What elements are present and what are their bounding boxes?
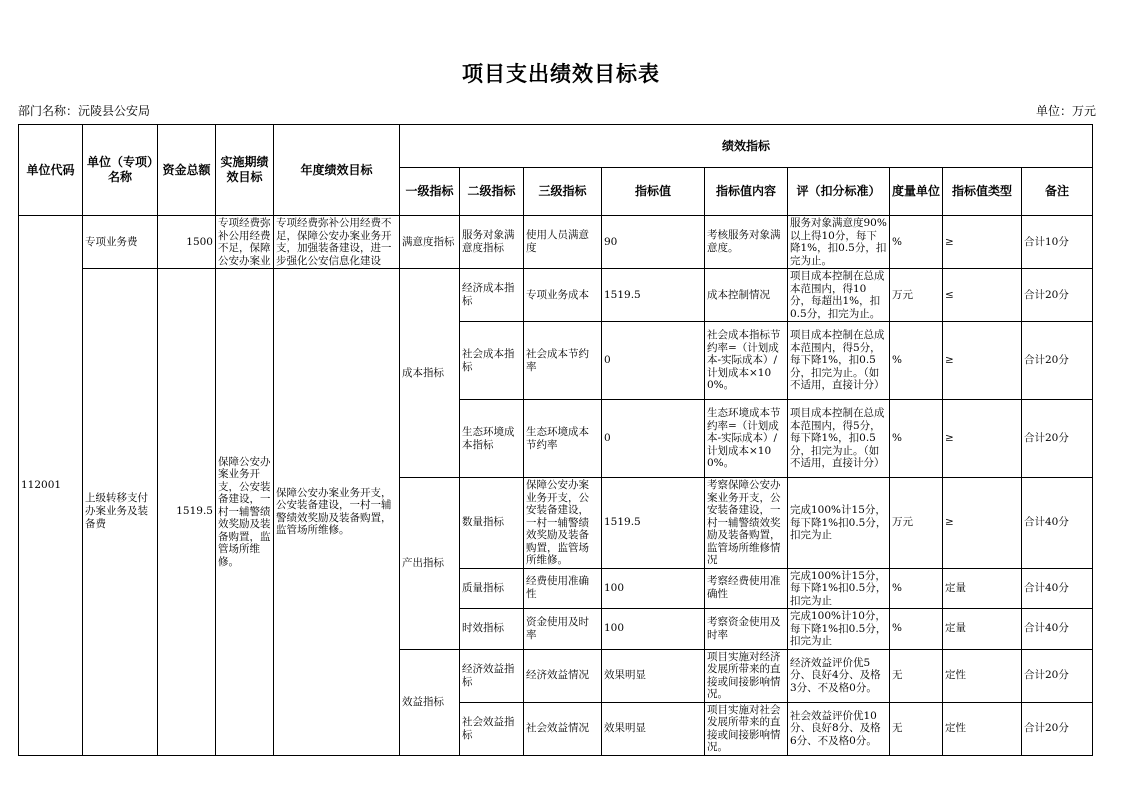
project-amount: 1500 [158, 216, 216, 269]
annual-target: 保障公安办案业务开支，公安装备建设，一村一辅警绩效奖励及装备购置，监管场所维修。 [274, 269, 400, 756]
level1-cell: 产出指标 [400, 478, 460, 650]
type-cell: ≥ [943, 400, 1022, 478]
content-cell: 生态环境成本节约率=（计划成本-实际成本）/计划成本×100%。 [705, 400, 788, 478]
remark-cell: 合计40分 [1022, 478, 1093, 569]
level2-cell: 经济成本指标 [460, 269, 524, 322]
header-value-content: 指标值内容 [705, 168, 788, 216]
remark-cell: 合计20分 [1022, 649, 1093, 702]
remark-cell: 合计20分 [1022, 322, 1093, 400]
remark-cell: 合计40分 [1022, 568, 1093, 609]
page-title: 项目支出绩效目标表 [462, 61, 660, 86]
project-amount: 1519.5 [158, 269, 216, 756]
unit-code-cell: 112001 [19, 216, 83, 756]
header-level1: 一级指标 [400, 168, 460, 216]
header-perf-indicators: 绩效指标 [400, 125, 1093, 168]
type-cell: 定性 [943, 649, 1022, 702]
remark-cell: 合计20分 [1022, 269, 1093, 322]
table-row [19, 269, 1093, 322]
level1-cell: 效益指标 [400, 649, 460, 755]
level1-cell: 满意度指标 [400, 216, 460, 269]
content-cell: 考察经费使用准确性 [705, 568, 788, 609]
period-target: 专项经费弥补公用经费不足，保障公安办案业 [216, 216, 274, 269]
content-cell: 项目实施对经济发展所带来的直接或间接影响情况。 [705, 649, 788, 702]
unit-cell: % [890, 609, 943, 650]
level3-cell: 经济效益情况 [524, 649, 602, 702]
type-cell: ≥ [943, 322, 1022, 400]
content-cell: 考核服务对象满意度。 [705, 216, 788, 269]
type-cell: 定量 [943, 609, 1022, 650]
scoring-cell: 完成100%计15分，每下降1%扣0.5分，扣完为止 [788, 478, 890, 569]
level1-cell: 成本指标 [400, 269, 460, 478]
performance-table [18, 124, 1093, 756]
header-unit-name: 单位（专项）名称 [83, 125, 158, 216]
content-cell: 成本控制情况 [705, 269, 788, 322]
header-period-target: 实施期绩效目标 [216, 125, 274, 216]
annual-target: 专项经费弥补公用经费不足，保障公安办案业务开支，加强装备建设，进一步强化公安信息化建设 [274, 216, 400, 269]
level3-cell: 保障公安办案业务开支，公安装备建设，一村一辅警绩效奖励及装备购置，监管场所维修。 [524, 478, 602, 569]
header-measure-unit: 度量单位 [890, 168, 943, 216]
level3-cell: 专项业务成本 [524, 269, 602, 322]
project-name: 专项业务费 [83, 216, 158, 269]
level2-cell: 质量指标 [460, 568, 524, 609]
header-remarks: 备注 [1022, 168, 1093, 216]
header-scoring: 评（扣分标准） [788, 168, 890, 216]
type-cell: ≥ [943, 478, 1022, 569]
scoring-cell: 项目成本控制在总成本范围内，得5分，每下降1%，扣0.5分，扣完为止。（如不适用，直接计分） [788, 400, 890, 478]
scoring-cell: 完成100%计10分，每下降1%扣0.5分，扣完为止 [788, 609, 890, 650]
header-annual-target: 年度绩效目标 [274, 125, 400, 216]
header-unit-code: 单位代码 [19, 125, 83, 216]
level2-cell: 服务对象满意度指标 [460, 216, 524, 269]
type-cell: 定性 [943, 702, 1022, 755]
value-cell: 100 [602, 568, 705, 609]
level2-cell: 生态环境成本指标 [460, 400, 524, 478]
unit-cell: 万元 [890, 478, 943, 569]
period-target: 保障公安办案业务开支，公安装备建设，一村一辅警绩效奖励及装备购置，监管场所维修。 [216, 269, 274, 756]
scoring-cell: 完成100%计15分，每下降1%扣0.5分，扣完为止 [788, 568, 890, 609]
level3-cell: 经费使用准确性 [524, 568, 602, 609]
scoring-cell: 社会效益评价优10分、良好8分、及格6分、不及格0分。 [788, 702, 890, 755]
header-value: 指标值 [602, 168, 705, 216]
content-cell: 考察资金使用及时率 [705, 609, 788, 650]
header-total-funds: 资金总额 [158, 125, 216, 216]
unit-cell: % [890, 322, 943, 400]
remark-cell: 合计40分 [1022, 609, 1093, 650]
level2-cell: 时效指标 [460, 609, 524, 650]
type-cell: ≤ [943, 269, 1022, 322]
value-cell: 0 [602, 400, 705, 478]
scoring-cell: 项目成本控制在总成本范围内，得5分，每下降1%，扣0.5分，扣完为止。（如不适用，直接计分） [788, 322, 890, 400]
unit-cell: % [890, 216, 943, 269]
value-cell: 1519.5 [602, 269, 705, 322]
value-cell: 100 [602, 609, 705, 650]
value-cell: 1519.5 [602, 478, 705, 569]
type-cell: ≥ [943, 216, 1022, 269]
level3-cell: 资金使用及时率 [524, 609, 602, 650]
value-cell: 效果明显 [602, 649, 705, 702]
level3-cell: 使用人员满意度 [524, 216, 602, 269]
remark-cell: 合计20分 [1022, 400, 1093, 478]
unit-cell: % [890, 568, 943, 609]
value-cell: 90 [602, 216, 705, 269]
header-value-type: 指标值类型 [943, 168, 1022, 216]
table-row [19, 216, 1093, 269]
content-cell: 社会成本指标节约率=（计划成本-实际成本）/计划成本×100%。 [705, 322, 788, 400]
unit-label: 单位：万元 [1035, 104, 1096, 118]
scoring-cell: 经济效益评价优5分、良好4分、及格3分、不及格0分。 [788, 649, 890, 702]
level2-cell: 经济效益指标 [460, 649, 524, 702]
unit-cell: 无 [890, 702, 943, 755]
value-cell: 效果明显 [602, 702, 705, 755]
scoring-cell: 服务对象满意度90%以上得10分，每下降1%，扣0.5分，扣完为止。 [788, 216, 890, 269]
header-level2: 二级指标 [460, 168, 524, 216]
unit-cell: % [890, 400, 943, 478]
level2-cell: 数量指标 [460, 478, 524, 569]
value-cell: 0 [602, 322, 705, 400]
level3-cell: 社会效益情况 [524, 702, 602, 755]
remark-cell: 合计20分 [1022, 702, 1093, 755]
project-name: 上级转移支付办案业务及装备费 [83, 269, 158, 756]
unit-cell: 万元 [890, 269, 943, 322]
scoring-cell: 项目成本控制在总成本范围内，得10分，每超出1%，扣0.5分，扣完为止。 [788, 269, 890, 322]
content-cell: 考察保障公安办案业务开支，公安装备建设，一村一辅警绩效奖励及装备购置，监管场所维修情况 [705, 478, 788, 569]
level3-cell: 生态环境成本节约率 [524, 400, 602, 478]
type-cell: 定量 [943, 568, 1022, 609]
unit-cell: 无 [890, 649, 943, 702]
header-level3: 三级指标 [524, 168, 602, 216]
content-cell: 项目实施对社会发展所带来的直接或间接影响情况。 [705, 702, 788, 755]
level3-cell: 社会成本节约率 [524, 322, 602, 400]
level2-cell: 社会效益指标 [460, 702, 524, 755]
remark-cell: 合计10分 [1022, 216, 1093, 269]
department-name: 部门名称：沅陵县公安局 [18, 104, 151, 118]
level2-cell: 社会成本指标 [460, 322, 524, 400]
